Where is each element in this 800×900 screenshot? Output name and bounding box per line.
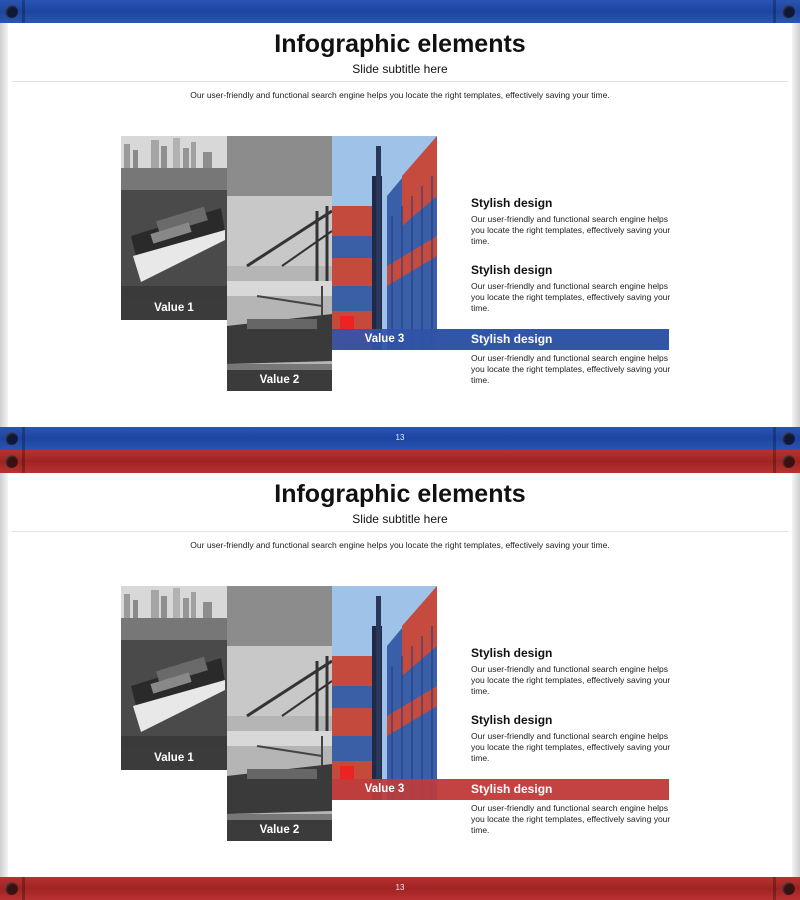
image-label-value-1: Value 1 [121,298,227,319]
crane-ship-photo [227,136,332,391]
slide-red [0,450,800,900]
image-label-value-1: Value 1 [121,748,227,769]
containers-photo [332,136,437,350]
right-frame [792,473,800,877]
bolt-icon [5,455,18,468]
bolt-icon [782,455,795,468]
divider [12,531,788,532]
city-ship-photo [121,586,227,770]
feature-title: Stylish design [471,713,553,727]
intro-text: Our user-friendly and functional search engine helps you locate the right templates, effectively saving your time. [190,540,610,550]
feature-description: Our user-friendly and functional search engine helps you locate the right templates, effectively saving your time. [471,664,671,696]
bottom-container-bar [0,877,800,900]
feature-title-highlighted: Stylish design [471,782,553,796]
slide-subtitle: Slide subtitle here [352,512,448,526]
slide-title: Infographic elements [274,30,526,58]
city-ship-photo [121,136,227,320]
feature-description: Our user-friendly and functional search engine helps you locate the right templates, effectively saving your time. [471,731,671,763]
feature-description: Our user-friendly and functional search engine helps you locate the right templates, effectively saving your time. [471,214,671,246]
right-frame [792,23,800,427]
left-frame [0,473,8,877]
intro-text: Our user-friendly and functional search engine helps you locate the right templates, effectively saving your time. [190,90,610,100]
crane-ship-photo [227,586,332,841]
page-number: 13 [395,433,405,442]
image-label-value-2: Value 2 [227,820,332,841]
feature-title-highlighted: Stylish design [471,332,553,346]
image-label-value-3: Value 3 [332,779,437,800]
image-label-value-2: Value 2 [227,370,332,391]
page-number: 13 [395,883,405,892]
top-container-bar [0,450,800,473]
feature-title: Stylish design [471,196,553,210]
image-label-value-3: Value 3 [332,329,437,350]
left-frame [0,23,8,427]
feature-title: Stylish design [471,263,553,277]
feature-description: Our user-friendly and functional search engine helps you locate the right templates, effectively saving your time. [471,353,671,385]
bolt-icon [782,5,795,18]
feature-description: Our user-friendly and functional search engine helps you locate the right templates, effectively saving your time. [471,803,671,835]
containers-photo [332,586,437,800]
feature-description: Our user-friendly and functional search engine helps you locate the right templates, effectively saving your time. [471,281,671,313]
top-container-bar [0,0,800,23]
slide-subtitle: Slide subtitle here [352,62,448,76]
slide-title: Infographic elements [274,480,526,508]
bolt-icon [5,5,18,18]
feature-title: Stylish design [471,646,553,660]
bottom-container-bar [0,427,800,450]
divider [12,81,788,82]
